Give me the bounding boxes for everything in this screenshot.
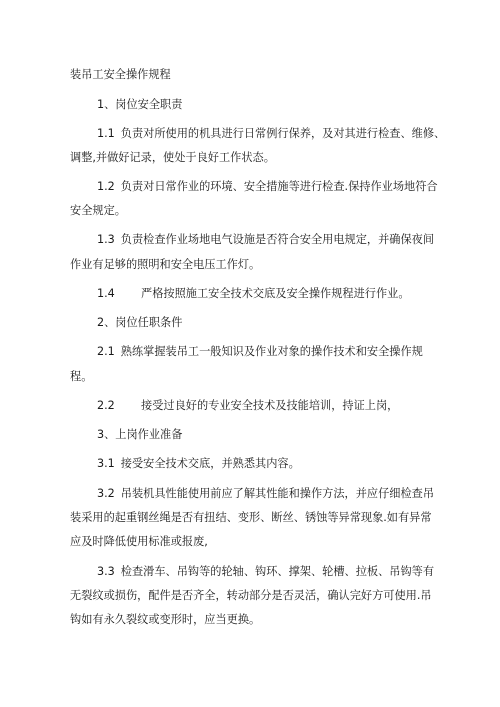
paragraph-1-2-cont: 安全规定。 [70,204,126,217]
clause-number: 3.3 [97,565,115,578]
clause-number: 3.1 [97,457,115,470]
clause-number: 1.3 [97,233,115,246]
document-title: 装吊工安全操作规程 [70,68,171,81]
paragraph-3-3-cont-2: 钩如有永久裂纹或变形时，应当更换。 [70,613,261,626]
clause-number: 1.2 [97,180,115,193]
clause-number: 2.2 [97,399,115,412]
clause-text: 检查滑车、吊钩等的轮轴、钩环、撑架、轮槽、拉板、吊钩等有 [120,565,435,578]
clause-text: 吊装机具性能使用前应了解其性能和操作方法，并应仔细检查吊 [120,487,435,500]
section-heading-1: 1、岗位安全职责 [97,98,183,111]
clause-text: 负责检查作业场地电气设施是否符合安全用电规定，并确保夜间 [120,233,435,246]
paragraph-3-2-cont-2: 应及时降低使用标准或报废, [70,535,208,548]
clause-number: 1.1 [97,127,115,140]
paragraph-1-1-cont: 调整,并做好记录，使处于良好工作状态。 [70,151,275,164]
paragraph-2-1 [97,344,423,360]
paragraph-1-1 [97,126,445,142]
clause-text: 接受安全技术交底，并熟悉其内容。 [120,457,300,470]
clause-number: 1.4 [97,287,115,300]
paragraph-2-1-cont: 程。 [70,370,93,383]
clause-text: 熟练掌握装吊工一般知识及作业对象的操作技术和安全操作规 [120,345,423,358]
paragraph-2-2 [97,398,398,414]
paragraph-3-2 [97,486,434,502]
paragraph-1-3 [97,232,434,248]
paragraph-1-2 [97,179,438,195]
paragraph-3-2-cont-1: 装采用的起重钢丝绳是否有扭结、变形、断丝、锈蚀等异常现象.如有异常 [70,511,432,524]
clause-number: 3.2 [97,487,115,500]
section-heading-2: 2、岗位任职条件 [97,316,183,329]
clause-text: 负责对日常作业的环境、安全措施等进行检查.保持作业场地符合 [120,180,438,193]
paragraph-3-3-cont-1: 无裂纹或损伤，配件是否齐全，转动部分是否灵活，确认完好方可使用.吊 [70,589,432,602]
paragraph-1-3-cont: 作业有足够的照明和安全电压工作灯。 [70,258,261,271]
clause-text: 严格按照施工安全技术交底及安全操作规程进行作业。 [141,287,410,300]
section-heading-3: 3、上岗作业准备 [97,428,183,441]
paragraph-3-1 [97,456,300,472]
clause-number: 2.1 [97,345,115,358]
clause-text: 负责对所使用的机具进行日常例行保养，及对其进行检查、维修、 [120,127,446,140]
paragraph-3-3 [97,564,434,580]
clause-text: 接受过良好的专业安全技术及技能培训，持证上岗， [141,399,399,412]
paragraph-1-4 [97,286,410,302]
